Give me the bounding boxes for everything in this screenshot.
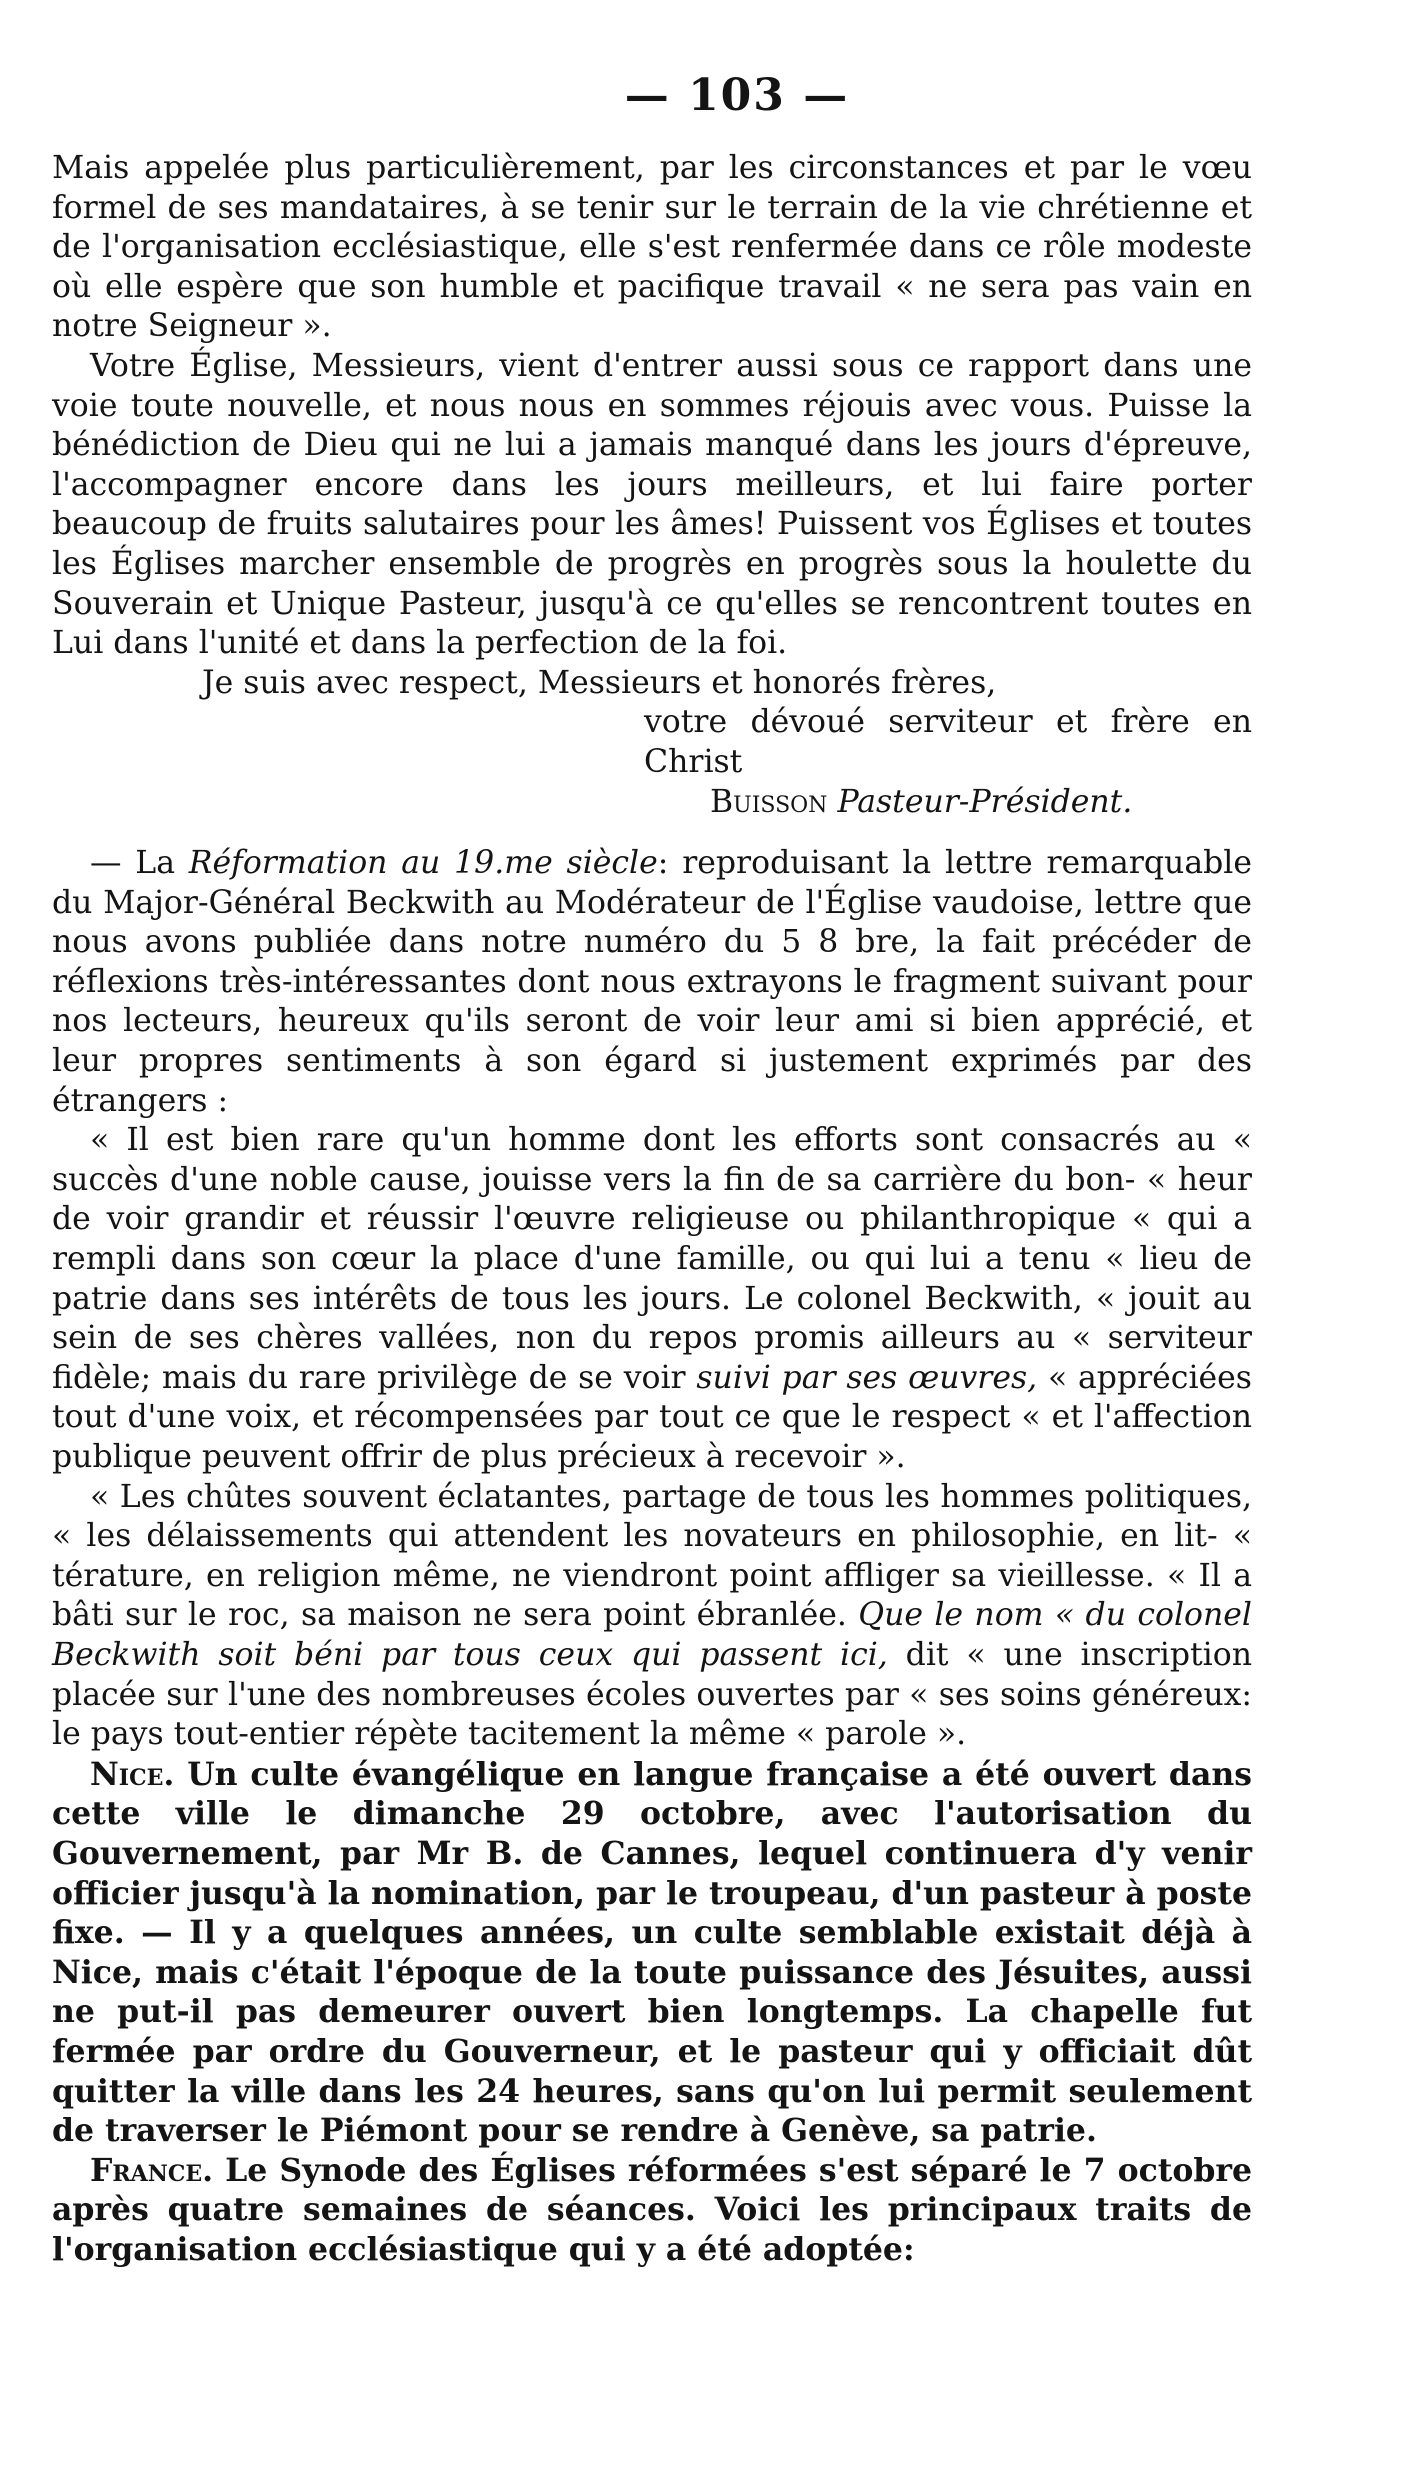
section-nice (52, 1755, 1252, 2151)
quote2-italic: Que le nom « du colonel Beckwith soit béni par tous ceux qui passent ici, (52, 1597, 1252, 1673)
quote2-text-b: dit « une inscription placée sur l'une des nombreuses écoles ouvertes par « ses soins généreux: le pays tout-entier répète tacitement la même « parole ». (52, 1636, 1253, 1753)
signoff-greeting: Je suis avec respect, Messieurs et honorés frères, (202, 664, 997, 701)
reformation-lead: — La (90, 845, 189, 882)
section-france-heading: France. (90, 2151, 214, 2189)
signature (52, 783, 1252, 823)
quote1-italic: suivi par ses œuvres, (696, 1359, 1038, 1396)
signature-name: Buisson (710, 783, 828, 820)
section-nice-heading: Nice. (90, 1755, 175, 1793)
paragraph-reformation (52, 844, 1252, 1121)
journal-title: Réformation au 19.me siècle (188, 845, 658, 882)
quote2-text-a: « Les chûtes souvent éclatantes, partage de tous les hommes politiques, « les délaissements qui attendent les novateurs en philosophie, en lit- « térature, en religion même, ne viendront point affliger sa vieillesse. « Il a bâti sur le roc, sa maison ne sera point ébranlée. (52, 1478, 1252, 1634)
quote1-text-a: « Il est bien rare qu'un homme dont les efforts sont consacrés au « succès d'une noble cause, jouisse vers la fin de sa carrière du bon- « heur de voir grandir et réussir l'œuvre religieuse ou philanthropique « qui a rempli dans son cœur la place d'une famille, ou qui lui a tenu « lieu de patrie dans ses intérêts de tous les jours. Le colonel Beckwith, « jouit au sein de ses chères vallées, non du repos promis ailleurs au « serviteur fidèle; mais du rare privilège de se voir (52, 1122, 1252, 1396)
quote1-text-b: « appréciées tout d'une voix, et récompensées par tout ce que le respect « et l'affection publique peuvent offrir de plus précieux à recevoir ». (52, 1359, 1252, 1475)
body-text (52, 149, 1252, 2269)
section-france-text: Le Synode des Églises réformées s'est séparé le 7 octobre après quatre semaines de séances. Voici les principaux traits de l'organisation ecclésiastique qui y a été adoptée: (52, 2151, 1252, 2268)
document-page (52, 70, 1252, 2269)
signoff-closing: votre dévoué serviteur et frère en Christ (644, 704, 1252, 780)
signature-title: Pasteur-Président. (837, 783, 1133, 820)
reformation-text: : reproduisant la lettre remarquable du Major-Général Beckwith au Modérateur de l'Église vaudoise, lettre que nous avons publiée dans notre numéro du 5 8 bre, la fait précéder de réflexions très-intéressantes dont nous extrayons le fragment suivant pour nos lecteurs, heureux qu'ils seront de voir leur ami si bien apprécié, et leur propres sentiments à son égard si justement exprimés par des étrangers : (52, 845, 1252, 1119)
paragraph-blessing: Votre Église, Messieurs, vient d'entrer aussi sous ce rapport dans une voie toute nouvelle, et nous nous en sommes réjouis avec vous. Puisse la bénédiction de Dieu qui ne lui a jamais manqué dans les jours d'épreuve, l'accompagner encore dans les jours meilleurs, et lui faire porter beaucoup de fruits salutaires pour les âmes! Puissent vos Églises et toutes les Églises marcher ensemble de progrès en progrès sous la houlette du Souverain et Unique Pasteur, jusqu'à ce qu'elles se rencontrent toutes en Lui dans l'unité et dans la perfection de la foi. (52, 347, 1252, 662)
section-nice-text: Un culte évangélique en langue française a été ouvert dans cette ville le dimanche 29 octobre, avec l'autorisation du Gouvernement, par Mr B. de Cannes, lequel continuera d'y venir officier jusqu'à la nomination, par le troupeau, d'un pasteur à poste fixe. — Il y a quelques années, un culte semblable existait déjà à Nice, mais c'était l'époque de la toute puissance des Jésuites, aussi ne put-il pas demeurer ouvert bien longtemps. La chapelle fut fermée par ordre du Gouverneur, et le pasteur qui y officiait dût quitter la ville dans les 24 heures, sans qu'on lui permit seulement de traverser le Piémont pour se rendre à Genève, sa patrie. (52, 1755, 1252, 2150)
section-france (52, 2151, 1252, 2270)
quote-beckwith-2 (52, 1478, 1252, 1755)
page-number: — 103 — (624, 70, 850, 121)
paragraph-mandate: Mais appelée plus particulièrement, par les circonstances et par le vœu formel de ses mandataires, à se tenir sur le terrain de la vie chrétienne et de l'organisation ecclésiastique, elle s'est renfermée dans ce rôle modeste où elle espère que son humble et pacifique travail « ne sera pas vain en notre Seigneur ». (52, 150, 1252, 345)
quote-beckwith-1 (52, 1121, 1252, 1477)
